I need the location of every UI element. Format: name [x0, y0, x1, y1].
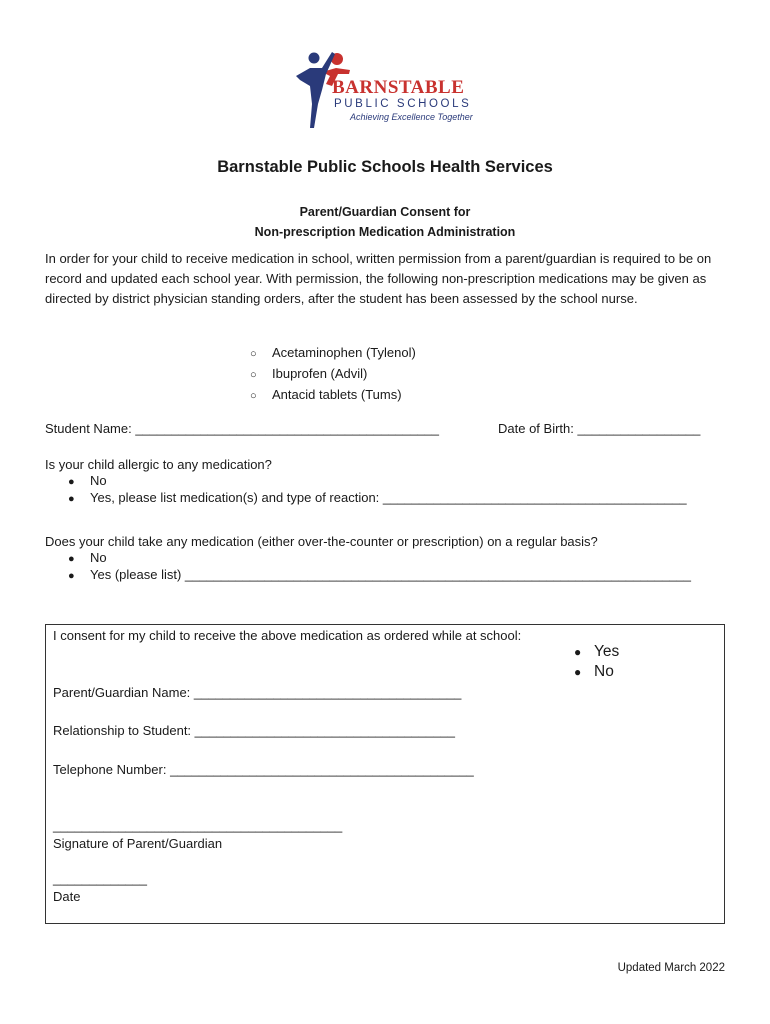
parent-name-field[interactable]: Parent/Guardian Name: _____________________________________: [53, 685, 462, 700]
date-label: Date: [53, 889, 81, 904]
consent-statement: I consent for my child to receive the above medication as ordered while at school:: [53, 628, 522, 643]
bullet-icon: ●: [68, 493, 75, 505]
document-title: Barnstable Public Schools Health Services: [217, 158, 553, 176]
updated-date: Updated March 2022: [617, 962, 725, 974]
allergy-option-yes[interactable]: ● Yes, please list medication(s) and type of reaction: __________________________________________: [68, 490, 687, 505]
date-of-birth-field[interactable]: Date of Birth: _________________: [498, 421, 701, 436]
regular-option-no[interactable]: ● No: [68, 550, 107, 565]
regular-option-yes[interactable]: ● Yes (please list) ______________________________________________________________________: [68, 567, 691, 582]
student-name-field[interactable]: Student Name: __________________________________________: [45, 421, 439, 436]
signature-label: Signature of Parent/Guardian: [53, 836, 223, 851]
school-logo: [292, 46, 482, 130]
relationship-field[interactable]: Relationship to Student: ____________________________________: [53, 723, 455, 738]
bullet-icon: ●: [574, 645, 582, 659]
subtitle-line-1: Parent/Guardian Consent for: [299, 205, 471, 219]
circle-bullet-icon: ○: [250, 348, 257, 360]
regular-medication-question: Does your child take any medication (either over-the-counter or prescription) on a regular basis?: [45, 534, 598, 549]
logo-name: BARNSTABLE: [332, 77, 465, 98]
date-line[interactable]: _____________: [53, 871, 147, 886]
signature-line[interactable]: ________________________________________: [53, 818, 343, 833]
circle-bullet-icon: ○: [250, 369, 257, 381]
telephone-field[interactable]: Telephone Number: __________________________________________: [53, 762, 474, 777]
bullet-icon: ●: [68, 476, 75, 488]
intro-paragraph: In order for your child to receive medication in school, written permission from a parent/guardian is required to be on record and updated each school year. With permission, the following non-prescription medications may be given as directed by district physician standing orders, after the student has been assessed by the school nurse.: [45, 251, 712, 306]
list-item: ○ Ibuprofen (Advil): [250, 364, 416, 385]
subtitle-line-2: Non-prescription Medication Administration: [254, 225, 516, 239]
consent-option-yes[interactable]: ● Yes: [574, 643, 620, 660]
logo-subtitle: PUBLIC SCHOOLS: [334, 98, 472, 110]
logo-tagline: Achieving Excellence Together: [350, 112, 473, 122]
medication-list: [250, 343, 416, 406]
allergy-question: Is your child allergic to any medication?: [45, 457, 272, 472]
bullet-icon: ●: [68, 553, 75, 565]
consent-box: [45, 624, 725, 924]
bullet-icon: ●: [574, 665, 582, 679]
list-item: ○ Antacid tablets (Tums): [250, 385, 416, 406]
allergy-option-no[interactable]: ● No: [68, 473, 107, 488]
bullet-icon: ●: [68, 570, 75, 582]
circle-bullet-icon: ○: [250, 390, 257, 402]
consent-option-no[interactable]: ● No: [574, 663, 614, 680]
list-item: ○ Acetaminophen (Tylenol): [250, 343, 416, 364]
